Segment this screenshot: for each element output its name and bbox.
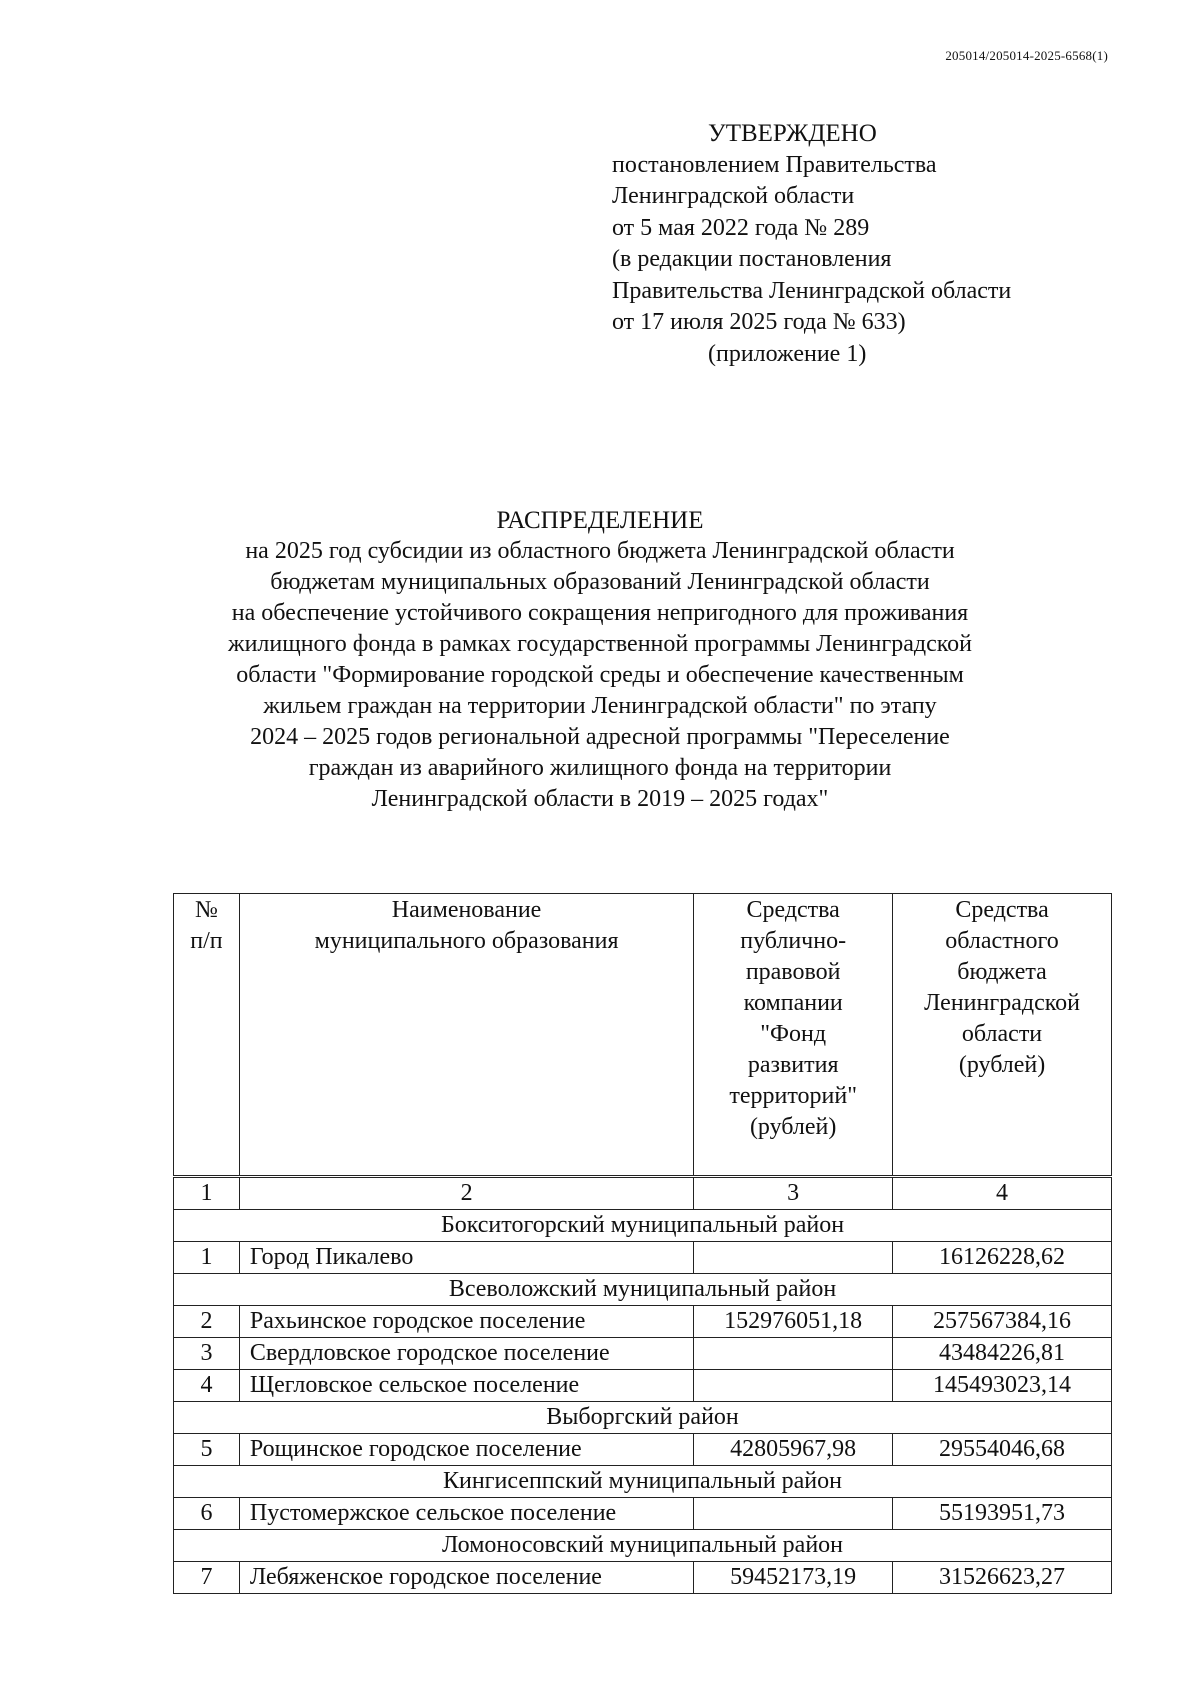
heading-title: РАСПРЕДЕЛЕНИЕ — [496, 507, 704, 534]
group-row — [174, 1210, 1112, 1242]
group-name: Всеволожский муниципальный район — [174, 1274, 1112, 1306]
document-heading — [0, 505, 1200, 815]
header-number: № п/п — [174, 894, 240, 1177]
table-row: 7 Лебяженское городское поселение 59452173,19 31526623,27 — [174, 1562, 1112, 1594]
table-row: 1 Город Пикалево 16126228,62 — [174, 1242, 1112, 1274]
heading-line: бюджетам муниципальных образований Ленинградской области — [270, 569, 930, 595]
approval-line: от 17 июля 2025 года № 633) — [612, 309, 906, 335]
table-row: 4 Щегловское сельское поселение 145493023,14 — [174, 1370, 1112, 1402]
heading-line: 2024 – 2025 годов региональной адресной программы "Переселение — [250, 724, 950, 750]
group-row — [174, 1466, 1112, 1498]
approval-block — [612, 118, 1132, 370]
header-regional-budget: Средства областного бюджета Ленинградской области (рублей) — [893, 894, 1112, 1177]
table-row: 5 Рощинское городское поселение 42805967,98 29554046,68 — [174, 1434, 1112, 1466]
document-id: 205014/205014-2025-6568(1) — [945, 48, 1108, 63]
heading-line: на 2025 год субсидии из областного бюджета Ленинградской области — [245, 538, 955, 564]
group-row — [174, 1530, 1112, 1562]
approval-line: постановлением Правительства — [612, 151, 937, 178]
header-fund-means: Средства публично- правовой компании "Фонд развития территорий" (рублей) — [694, 894, 893, 1177]
approval-appendix: (приложение 1) — [708, 340, 867, 367]
table-row: 2 Рахьинское городское поселение 152976051,18 257567384,16 — [174, 1306, 1112, 1338]
heading-line: жилищного фонда в рамках государственной программы Ленинградской — [227, 631, 973, 657]
heading-line: области "Формирование городской среды и обеспечение качественным — [236, 662, 964, 688]
table-header-row — [174, 894, 1112, 1177]
group-name: Выборгский район — [174, 1402, 1112, 1434]
heading-line: граждан из аварийного жилищного фонда на территории — [308, 755, 892, 781]
approval-title: УТВЕРЖДЕНО — [708, 120, 877, 147]
group-name: Кингисеппский муниципальный район — [174, 1466, 1112, 1498]
group-row — [174, 1402, 1112, 1434]
approval-line: от 5 мая 2022 года № 289 — [612, 214, 870, 241]
approval-line: (в редакции постановления — [612, 246, 892, 272]
group-name: Ломоносовский муниципальный район — [174, 1530, 1112, 1562]
heading-line: Ленинградской области в 2019 – 2025 годах" — [371, 786, 829, 812]
header-municipality: Наименование муниципального образования — [239, 894, 693, 1177]
table-row: 3 Свердловское городское поселение 43484226,81 — [174, 1338, 1112, 1370]
distribution-table — [173, 893, 1112, 1594]
heading-line: жильем граждан на территории Ленинградской области" по этапу — [263, 693, 937, 719]
approval-line: Ленинградской области — [612, 183, 855, 209]
heading-line: на обеспечение устойчивого сокращения непригодного для проживания — [231, 600, 969, 626]
column-number-row: 1 2 3 4 — [174, 1177, 1112, 1210]
table-row: 6 Пустомержское сельское поселение 55193951,73 — [174, 1498, 1112, 1530]
group-name: Бокситогорский муниципальный район — [174, 1210, 1112, 1242]
group-row — [174, 1274, 1112, 1306]
approval-line: Правительства Ленинградской области — [612, 277, 1012, 304]
